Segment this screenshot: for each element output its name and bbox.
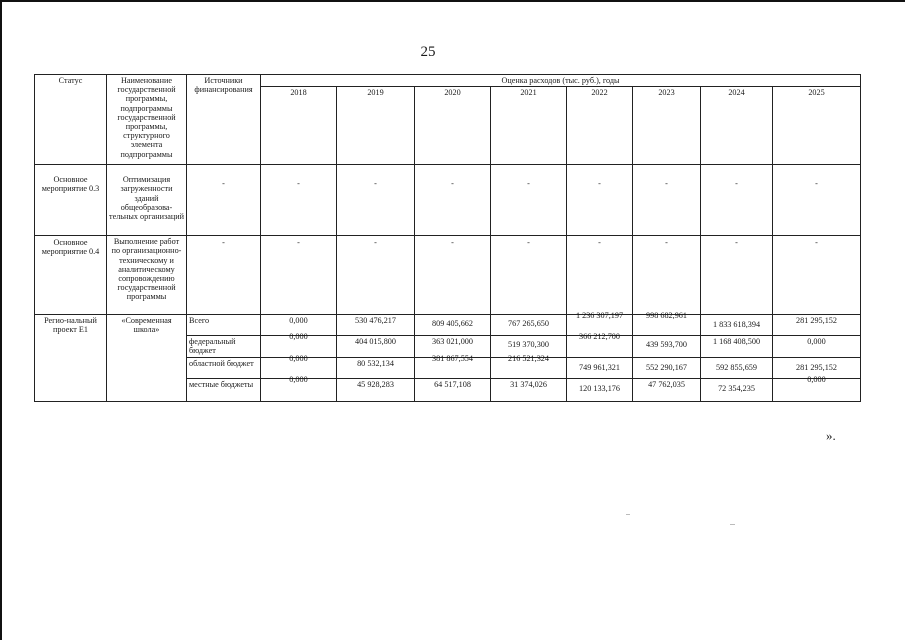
value-cell: 281 295,152 — [773, 357, 861, 378]
row-source: Всего — [187, 315, 261, 336]
header-status: Статус — [35, 75, 107, 165]
value-cell: 31 374,026 — [491, 378, 567, 401]
value-cell: - — [701, 236, 773, 315]
row-status: Основное мероприятие 0.4 — [35, 236, 107, 315]
header-estimate: Оценка расходов (тыс. руб.), годы — [261, 75, 861, 87]
table-row — [35, 165, 861, 236]
project-status: Регио-нальный проект E1 — [35, 315, 107, 401]
header-year-2019: 2019 — [337, 87, 415, 165]
project-name: «Современная школа» — [107, 315, 187, 401]
value-cell: - — [567, 165, 633, 236]
value-cell: 64 517,108 — [415, 378, 491, 401]
page-top-border — [0, 0, 905, 2]
row-source: - — [187, 236, 261, 315]
value-cell: - — [567, 236, 633, 315]
value-cell: 0,000 — [261, 336, 337, 357]
value-cell: 216 521,324 — [491, 357, 567, 378]
row-name: Оптимизация загруженности зданий общеобразова-тельных организаций — [107, 165, 187, 236]
value-cell: 519 370,300 — [491, 336, 567, 357]
value-cell: 552 290,167 — [633, 357, 701, 378]
value-cell: - — [491, 236, 567, 315]
value-cell: 366 212,700 — [567, 336, 633, 357]
value-cell: 767 265,650 — [491, 315, 567, 336]
header-sources: Источники финансирования — [187, 75, 261, 165]
value-cell: 80 532,134 — [337, 357, 415, 378]
value-cell: 0,000 — [261, 357, 337, 378]
header-year-2022: 2022 — [567, 87, 633, 165]
header-year-2025: 2025 — [773, 87, 861, 165]
value-cell: 0,000 — [261, 378, 337, 401]
header-year-2021: 2021 — [491, 87, 567, 165]
value-cell: 592 855,659 — [701, 357, 773, 378]
value-cell: - — [701, 165, 773, 236]
header-year-2020: 2020 — [415, 87, 491, 165]
value-cell: - — [337, 165, 415, 236]
closing-quote-mark: ». — [826, 428, 836, 443]
row-source: - — [187, 165, 261, 236]
value-cell: 0,000 — [261, 315, 337, 336]
row-status: Основное мероприятие 0.3 — [35, 165, 107, 236]
value-cell: 72 354,235 — [701, 378, 773, 401]
value-cell: 120 133,176 — [567, 378, 633, 401]
value-cell: 45 928,283 — [337, 378, 415, 401]
row-name: Выполнение работ по организационно-техническому и аналитическому сопровождению государственной программы — [107, 236, 187, 315]
scan-speck — [730, 524, 735, 525]
value-cell: 363 021,000 — [415, 336, 491, 357]
header-row — [35, 75, 861, 87]
value-cell: 439 593,700 — [633, 336, 701, 357]
expenditure-table — [34, 74, 861, 402]
value-cell: - — [337, 236, 415, 315]
value-cell: - — [261, 165, 337, 236]
value-cell: - — [491, 165, 567, 236]
project-row-total — [35, 315, 861, 336]
value-cell: 530 476,217 — [337, 315, 415, 336]
value-cell: - — [633, 165, 701, 236]
value-cell: 1 168 408,500 — [701, 336, 773, 357]
value-cell: 0,000 — [773, 336, 861, 357]
page-left-border — [0, 0, 2, 640]
row-source: федеральный бюджет — [187, 336, 261, 357]
header-year-2024: 2024 — [701, 87, 773, 165]
page-number: 25 — [420, 44, 436, 60]
value-cell: - — [773, 236, 861, 315]
value-cell: 749 961,321 — [567, 357, 633, 378]
row-source: областной бюджет — [187, 357, 261, 378]
value-cell: 0,000 — [773, 378, 861, 401]
header-year-2018: 2018 — [261, 87, 337, 165]
header-name: Наименование государственной программы, подпрограммы государственной программы, структурного элемента подпрограммы — [107, 75, 187, 165]
value-cell: 1 833 618,394 — [701, 315, 773, 336]
row-source: местные бюджеты — [187, 378, 261, 401]
value-cell: - — [633, 236, 701, 315]
table-row — [35, 236, 861, 315]
value-cell: - — [261, 236, 337, 315]
value-cell: 404 015,800 — [337, 336, 415, 357]
value-cell: 1 236 307,197 — [567, 315, 633, 336]
value-cell: 998 682,961 — [633, 315, 701, 336]
header-year-2023: 2023 — [633, 87, 701, 165]
value-cell: - — [415, 165, 491, 236]
value-cell: - — [773, 165, 861, 236]
value-cell: 381 867,554 — [415, 357, 491, 378]
value-cell: - — [415, 236, 491, 315]
scan-speck — [626, 514, 630, 515]
value-cell: 47 762,035 — [633, 378, 701, 401]
value-cell: 809 405,662 — [415, 315, 491, 336]
value-cell: 281 295,152 — [773, 315, 861, 336]
